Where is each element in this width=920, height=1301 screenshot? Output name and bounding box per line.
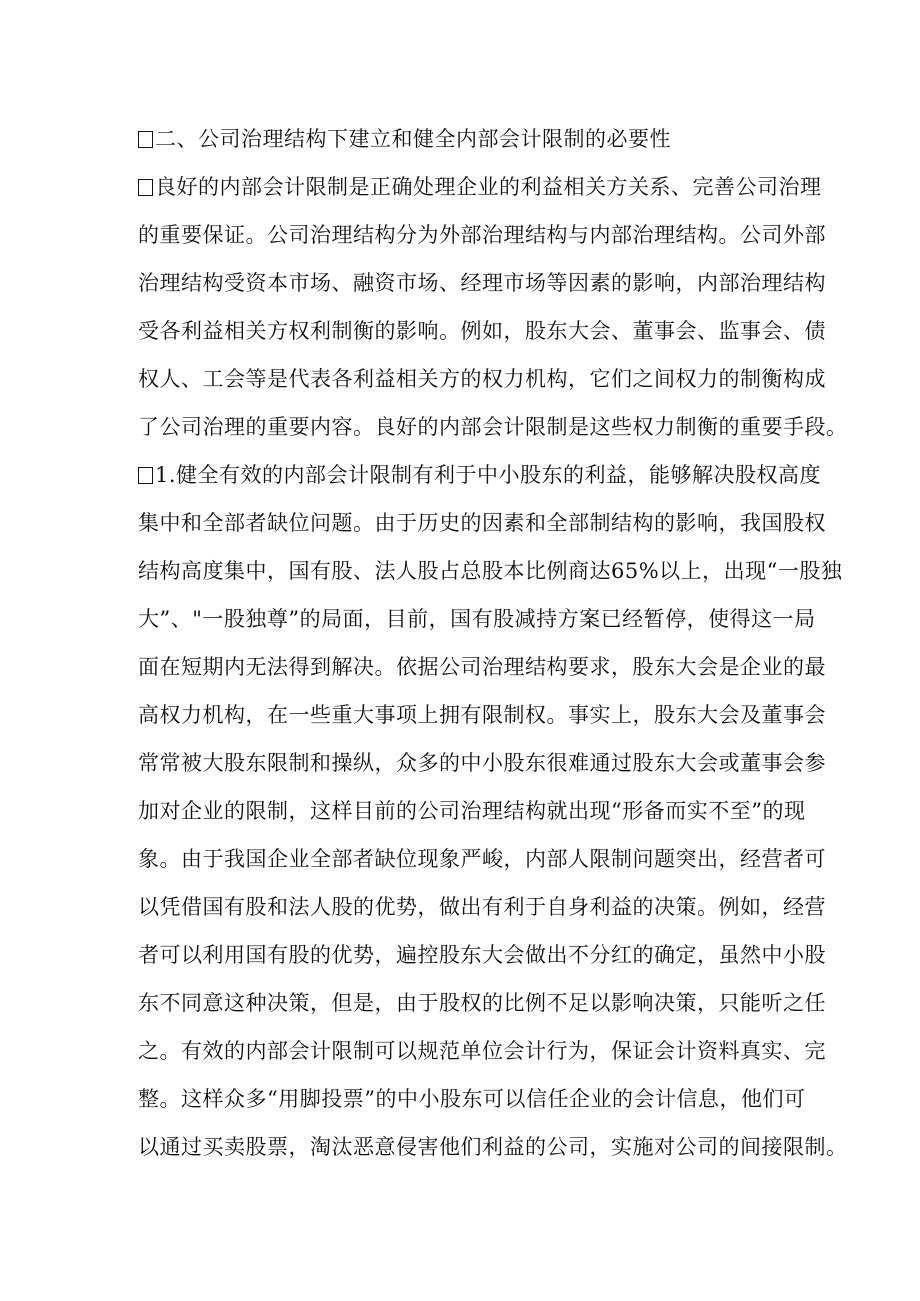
paragraph-2-line: 常常被大股东限制和操纵，众多的中小股东很难通过股东大会或董事会参	[138, 751, 826, 775]
paragraph-2-line: 以凭借国有股和法人股的优势，做出有利于自身利益的决策。例如，经营	[138, 895, 826, 919]
checkbox-bullet-icon	[138, 467, 153, 484]
paragraph-2-line: 东不同意这种决策，但是，由于股权的比例不足以影响决策，只能听之任	[138, 991, 826, 1015]
paragraph-1-line: 权人、工会等是代表各利益相关方的权力机构，它们之间权力的制衡构成	[138, 367, 826, 391]
paragraph-2-line	[138, 455, 822, 503]
paragraph-2-line: 结构高度集中，国有股、法人股占总股本比例商达65%以上，出现“一股独	[138, 559, 843, 583]
paragraph-2-line: 加对企业的限制，这样目前的公司治理结构就出现“形备而实不至”的现	[138, 799, 806, 823]
paragraph-1-line: 了公司治理的重要内容。良好的内部会计限制是这些权力制衡的重要手段。	[138, 415, 848, 439]
paragraph-2-line: 者可以利用国有股的优势，遍控股东大会做出不分红的确定，虽然中小股	[138, 943, 826, 967]
checkbox-bullet-icon	[138, 131, 153, 148]
paragraph-1-line	[138, 167, 822, 215]
paragraph-2-line: 集中和全部者缺位问题。由于历史的因素和全部制结构的影响，我国股权	[138, 511, 826, 535]
section-heading	[138, 119, 798, 167]
paragraph-1-line: 受各利益相关方权利制衡的影响。例如，股东大会、董事会、监事会、债	[138, 319, 826, 343]
paragraph-1-line: 的重要保证。公司治理结构分为外部治理结构与内部治理结构。公司外部	[138, 223, 826, 247]
paragraph-2-line: 之。有效的内部会计限制可以规范单位会计行为，保证会计资料真实、完	[138, 1039, 826, 1063]
paragraph-2-line: 面在短期内无法得到解决。依据公司治理结构要求，股东大会是企业的最	[138, 655, 826, 679]
checkbox-bullet-icon	[138, 179, 153, 196]
paragraph-1-line: 治理结构受资本市场、融资市场、经理市场等因素的影响，内部治理结构	[138, 271, 826, 295]
paragraph-2-line: 整。这样众多“用脚投票”的中小股东可以信任企业的会计信息，他们可	[138, 1087, 806, 1111]
paragraph-2-line: 象。由于我国企业全部者缺位现象严峻，内部人限制问题突出，经营者可	[138, 847, 826, 871]
paragraph-2-line: 高权力机构，在一些重大事项上拥有限制权。事实上，股东大会及董事会	[138, 703, 826, 727]
heading-text: 二、公司治理结构下建立和健全内部会计限制的必要性	[155, 127, 671, 151]
paragraph-2-line: 大”、"一股独尊”的局面，目前，国有股减持方案已经暂停，使得这一局	[138, 607, 816, 631]
paragraph-2-line: 以通过买卖股票，淘汰恶意侵害他们利益的公司，实施对公司的间接限制。	[138, 1135, 848, 1159]
paragraph-line-text: 1.健全有效的内部会计限制有利于中小股东的利益，能够解决股权高度	[155, 463, 822, 487]
paragraph-line-text: 良好的内部会计限制是正确处理企业的利益相关方关系、完善公司治理	[155, 175, 822, 199]
document-body	[138, 119, 848, 1175]
